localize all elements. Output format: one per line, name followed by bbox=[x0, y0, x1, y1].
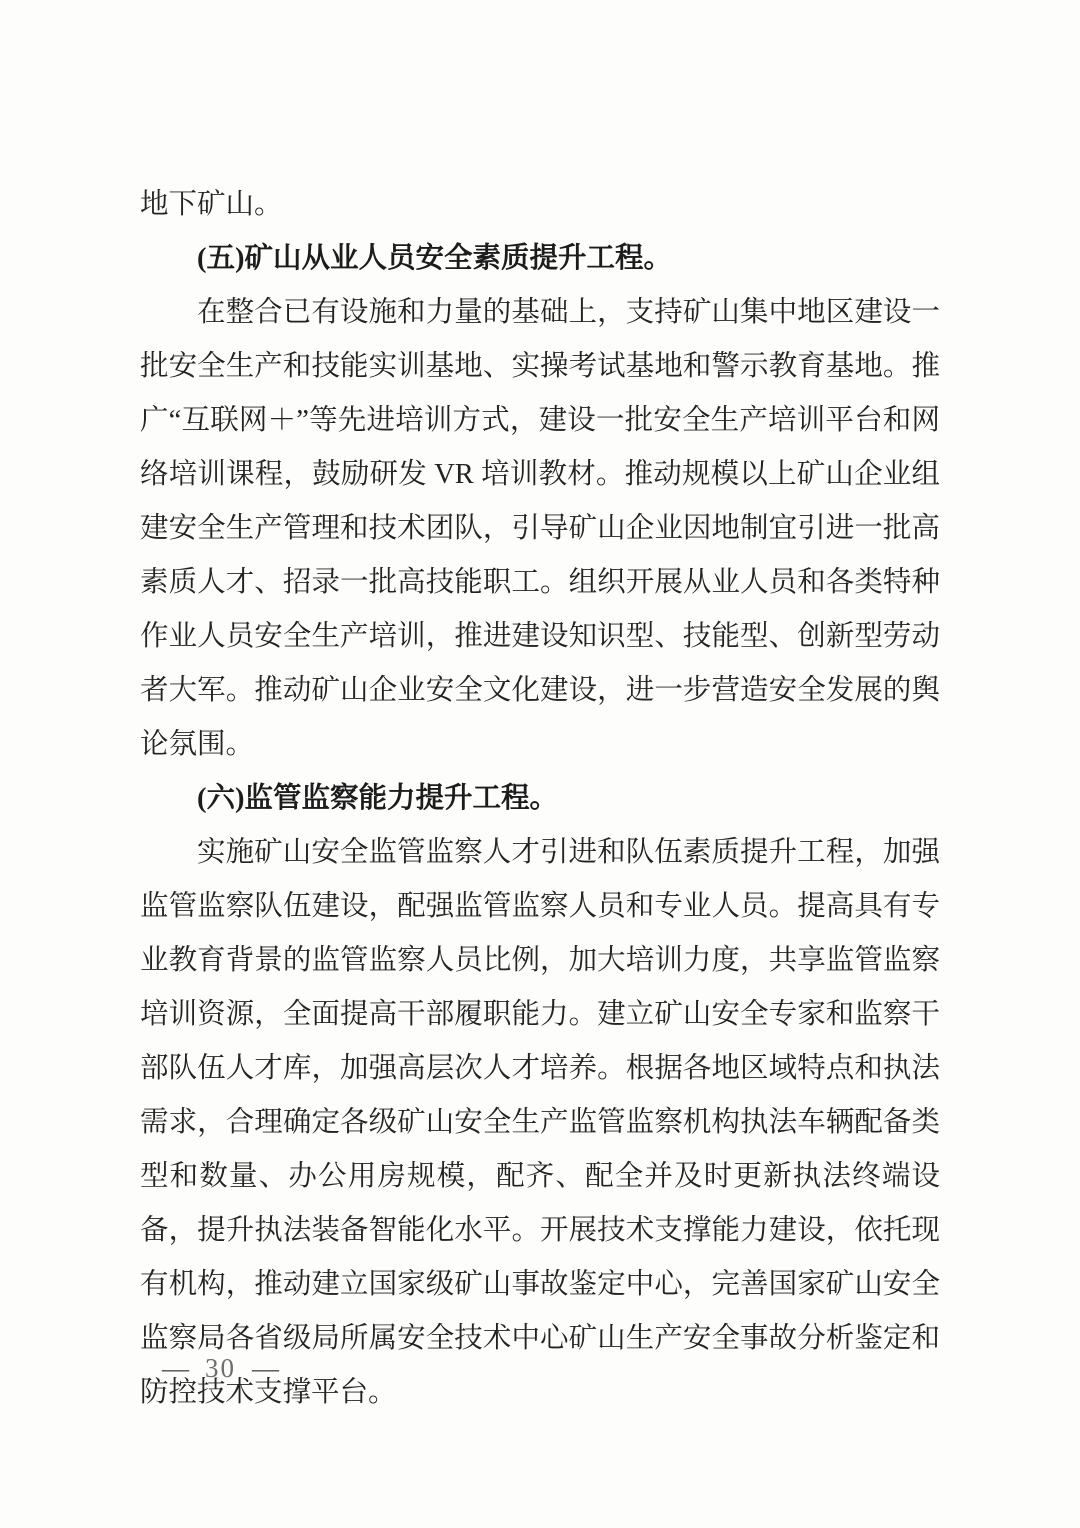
paragraph-section-5: 在整合已有设施和力量的基础上，支持矿山集中地区建设一批安全生产和技能实训基地、实操考试基地和警示教育基地。推广“互联网＋”等先进培训方式，建设一批安全生产培训平台和网络培训课程，鼓励研发 VR 培训教材。推动规模以上矿山企业组建安全生产管理和技术团队，引导矿山企业因地制宜引进一批高素质人才、招录一批高技能职工。组织开展从业人员和各类特种作业人员安全生产培训，推进建设知识型、技能型、创新型劳动者大军。推动矿山企业安全文化建设，进一步营造安全发展的舆论氛围。 bbox=[140, 297, 940, 760]
footer-page-number: 30 bbox=[205, 1353, 236, 1383]
footer-dash-right: — bbox=[252, 1353, 279, 1383]
paragraph-section-6: 实施矿山安全监管监察人才引进和队伍素质提升工程，加强监管监察队伍建设，配强监管监察人员和专业人员。提高具有专业教育背景的监管监察人员比例，加大培训力度，共享监管监察培训资源，全面提高干部履职能力。建立矿山安全专家和监察干部队伍人才库，加强高层次人才培养。根据各地区域特点和执法需求，合理确定各级矿山安全生产监管监察机构执法车辆配备类型和数量、办公用房规模，配齐、配全并及时更新执法终端设备，提升执法装备智能化水平。开展技术支撑能力建设，依托现有机构，推动建立国家级矿山事故鉴定中心，完善国家矿山安全监察局各省级局所属安全技术中心矿山生产安全事故分析鉴定和防控技术支撑平台。 bbox=[140, 837, 940, 1408]
page-number-footer bbox=[162, 1346, 279, 1390]
paragraph-continuation: 地下矿山。 bbox=[140, 189, 283, 220]
section-heading-5: (五)矿山从业人员安全素质提升工程。 bbox=[197, 243, 672, 274]
section-heading-6: (六)监管监察能力提升工程。 bbox=[197, 783, 558, 814]
document-text bbox=[140, 178, 940, 1420]
footer-dash-left: — bbox=[162, 1353, 189, 1383]
